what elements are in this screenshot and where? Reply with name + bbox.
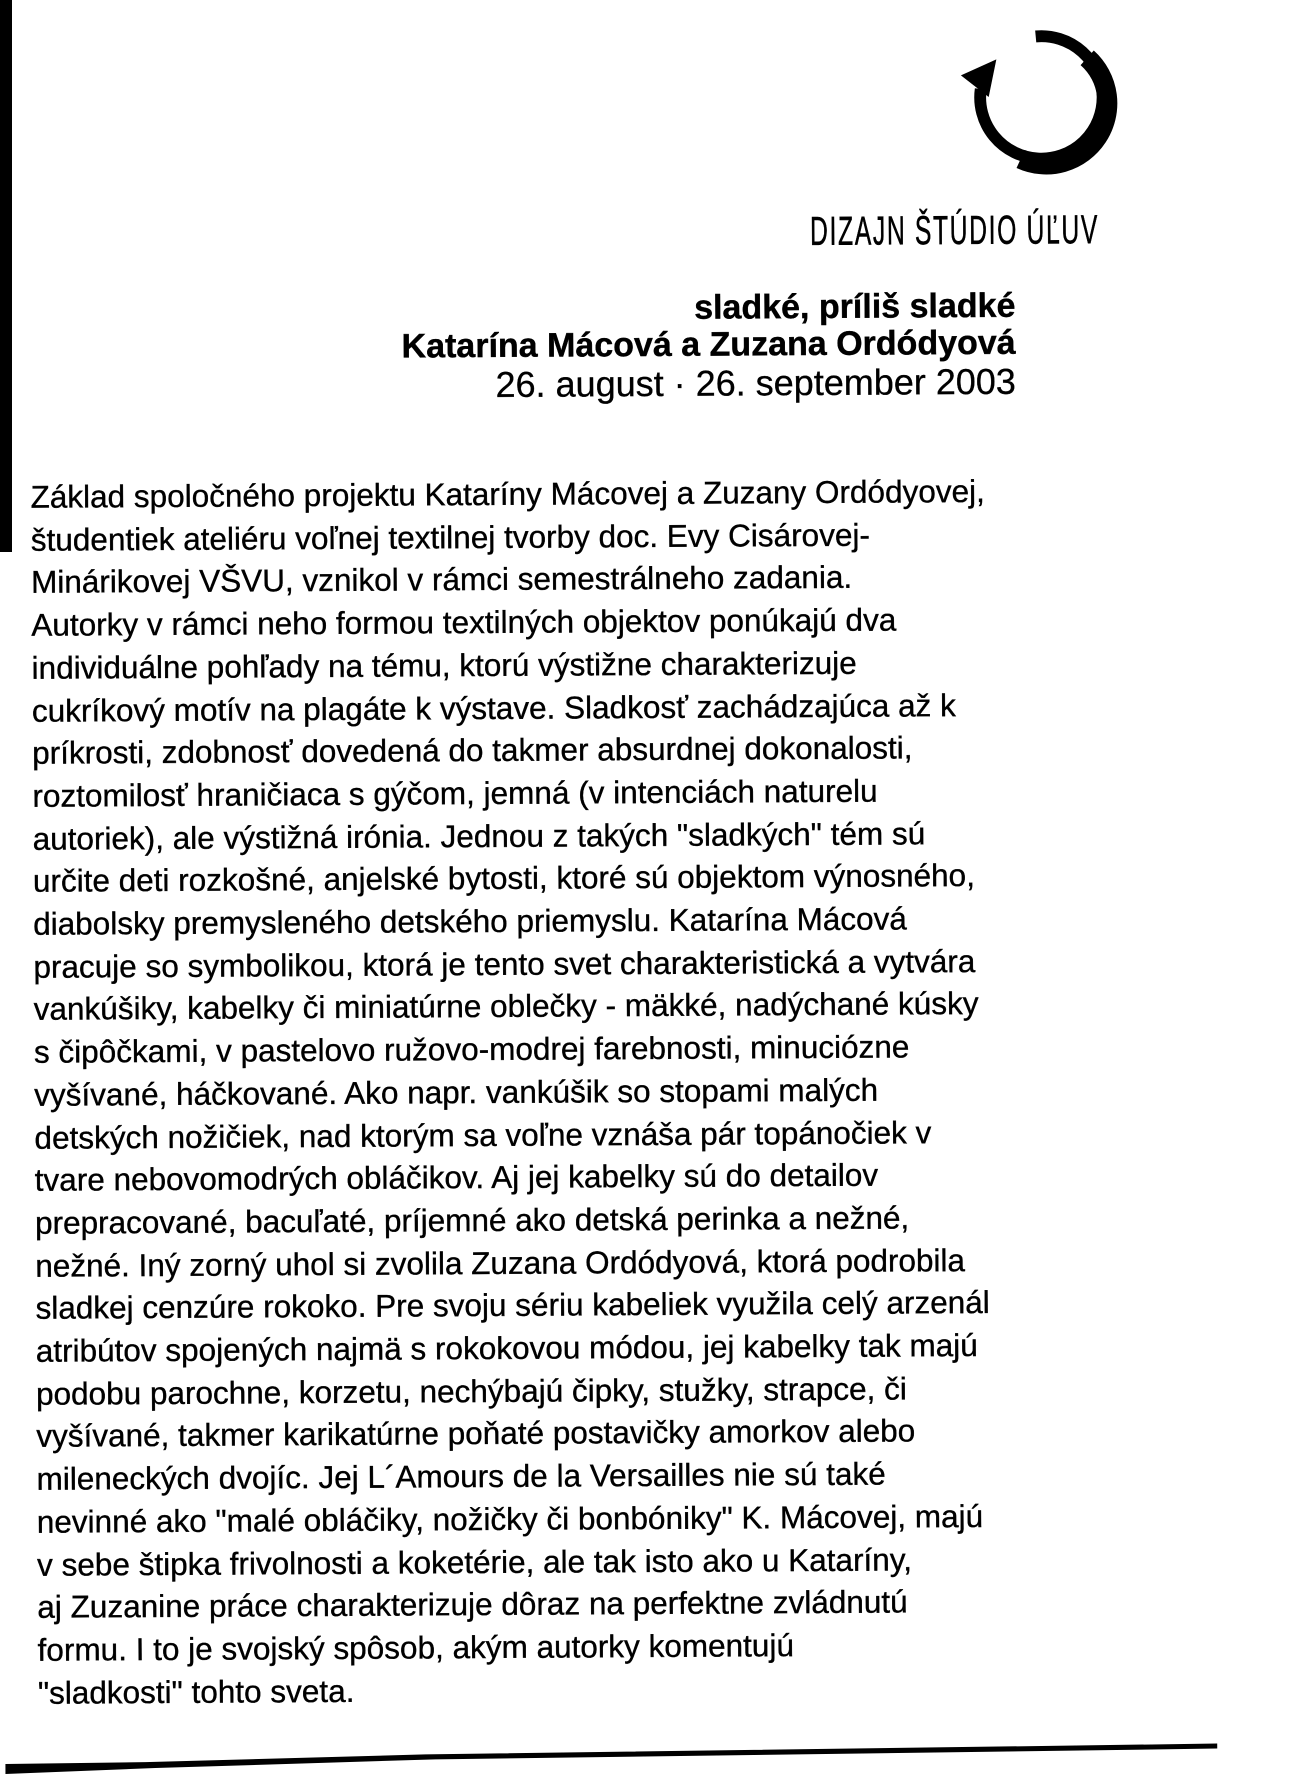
text-line: vankúšiky, kabelky či miniatúrne oblečky - mäkké, nadýchané kúsky: [33, 985, 979, 1028]
text-line: tvare nebovomodrých obláčikov. Aj jej kabelky sú do detailov: [34, 1156, 879, 1199]
text-line: príkrosti, zdobnosť dovedená do takmer absurdnej dokonalosti,: [32, 729, 913, 771]
text-line: sladkej cenzúre rokoko. Pre svoju sériu kabeliek využila celý arzenál: [35, 1284, 990, 1327]
text-line: podobu parochne, korzetu, nechýbajú čipky, stužky, strapce, či: [35, 1370, 907, 1412]
text-line: cukríkový motív na plagáte k výstave. Sladkosť zachádzajúca až k: [31, 686, 956, 729]
text-line: študentiek ateliéru voľnej textilnej tvorby doc. Evy Cisárovej-: [30, 516, 871, 558]
exhibition-dates: 26. august · 26. september 2003: [495, 360, 1017, 405]
text-line: detských nožičiek, nad ktorým sa voľne vznáša pár topánočiek v: [34, 1113, 932, 1156]
text-line: atribútov spojených najmä s rokokovou módou, jej kabelky tak majú: [35, 1327, 978, 1369]
text-line: nežné. Iný zorný uhol si zvolila Zuzana Ordódyová, ktorá podrobila: [35, 1241, 966, 1284]
text-line: Minárikovej VŠVU, vznikol v rámci semestrálneho zadania.: [30, 559, 853, 601]
bottom-rule: [5, 1739, 1225, 1780]
text-line: určite deti rozkošné, anjelské bytosti, ktoré sú objektom výnosného,: [32, 857, 976, 900]
artists-line: Katarína Mácová a Zuzana Ordódyová: [401, 323, 1016, 366]
exhibition-title: sladké, príliš sladké: [694, 286, 1016, 327]
uluv-circular-arrow-logo: [937, 19, 1126, 178]
text-line: diabolsky premysleného detského priemyslu. Katarína Mácová: [33, 900, 907, 942]
text-line: Základ spoločného projektu Kataríny Mácovej a Zuzany Ordódyovej,: [30, 472, 985, 515]
text-line: prepracované, bacuľaté, príjemné ako detská perinka a nežné,: [34, 1199, 910, 1241]
text-line: nevinné ako "malé obláčiky, nožičky či bonbóniky" K. Mácovej, majú: [36, 1497, 984, 1540]
text-line: "sladkosti" tohto sveta.: [37, 1672, 355, 1711]
title-block: [401, 288, 1016, 406]
text-line: roztomilosť hraničiaca s gýčom, jemná (v intenciách naturelu: [32, 772, 878, 814]
text-line: Autorky v rámci neho formou textilných objektov ponúkajú dva: [31, 601, 897, 643]
press-release-text: [30, 468, 1288, 1714]
text-line: mileneckých dvojíc. Jej L´Amours de la Versailles nie sú také: [36, 1455, 886, 1497]
text-line: formu. I to je svojský spôsob, akým autorky komentujú: [37, 1627, 795, 1668]
text-line: individuálne pohľady na tému, ktorú výstižne charakterizuje: [31, 644, 857, 686]
text-line: v sebe štipka frivolnosti a koketérie, ale tak isto ako u Kataríny,: [36, 1541, 913, 1583]
text-line: s čipôčkami, v pastelovo ružovo-modrej farebnosti, minuciózne: [33, 1028, 910, 1070]
text-line: pracuje so symbolikou, ktorá je tento svet charakteristická a vytvára: [33, 942, 976, 985]
studio-name: DIZAJN ŠTÚDIO ÚĽUV: [809, 207, 1100, 255]
text-line: aj Zuzanine práce charakterizuje dôraz na perfektne zvládnutú: [37, 1583, 908, 1626]
text-line: vyšívané, takmer karikatúrne poňaté postavičky amorkov alebo: [36, 1412, 916, 1455]
text-line: vyšívané, háčkované. Ako napr. vankúšik so stopami malých: [34, 1071, 879, 1113]
text-line: autoriek), ale výstižná irónia. Jednou z takých "sladkých" tém sú: [32, 814, 926, 857]
